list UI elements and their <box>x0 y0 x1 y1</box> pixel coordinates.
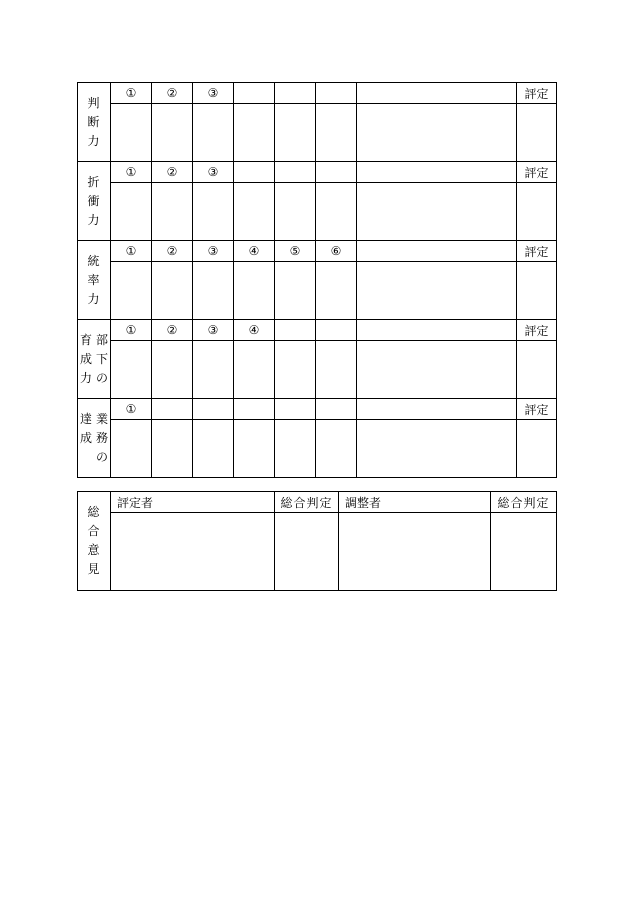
level-mark <box>275 320 316 341</box>
level-mark: ② <box>152 162 193 183</box>
hyotei-cell[interactable] <box>517 104 557 162</box>
level-mark <box>275 399 316 420</box>
adjuster-header: 調整者 <box>339 492 491 513</box>
level-mark: ③ <box>193 241 234 262</box>
comment-cell[interactable] <box>357 420 517 478</box>
level-mark: ③ <box>193 83 234 104</box>
level-mark <box>234 399 275 420</box>
adjuster-comment-cell[interactable] <box>339 513 491 591</box>
hyotei-header: 評定 <box>517 241 557 262</box>
level-mark <box>193 399 234 420</box>
comment-header-cell <box>357 241 517 262</box>
level-mark: ① <box>111 83 152 104</box>
evaluation-table <box>77 82 557 478</box>
hyotei-cell[interactable] <box>517 420 557 478</box>
level-mark: ② <box>152 83 193 104</box>
hyotei-header: 評定 <box>517 162 557 183</box>
category-label: 業 務 の 達 成 <box>78 399 111 478</box>
level-mark <box>316 162 357 183</box>
comment-header-cell <box>357 83 517 104</box>
comment-header-cell <box>357 162 517 183</box>
level-check-cell[interactable] <box>316 420 357 478</box>
comment-cell[interactable] <box>357 104 517 162</box>
level-check-cell[interactable] <box>316 262 357 320</box>
judgement-cell[interactable] <box>275 513 339 591</box>
level-check-cell[interactable] <box>316 341 357 399</box>
level-mark: ③ <box>193 162 234 183</box>
level-mark <box>234 83 275 104</box>
level-mark <box>152 399 193 420</box>
comment-cell[interactable] <box>357 183 517 241</box>
level-check-cell[interactable] <box>275 420 316 478</box>
level-check-cell[interactable] <box>234 104 275 162</box>
summary-label: 総 合 意 見 <box>78 492 111 591</box>
level-check-cell[interactable] <box>152 262 193 320</box>
level-mark <box>316 399 357 420</box>
evaluator-comment-cell[interactable] <box>111 513 275 591</box>
level-check-cell[interactable] <box>275 262 316 320</box>
hyotei-header: 評定 <box>517 83 557 104</box>
level-check-cell[interactable] <box>193 262 234 320</box>
category-label: 折 衝 力 <box>78 162 111 241</box>
comment-header-cell <box>357 320 517 341</box>
judgement-header-2: 総合判定 <box>491 492 557 513</box>
level-check-cell[interactable] <box>275 183 316 241</box>
level-check-cell[interactable] <box>111 104 152 162</box>
level-mark: ⑥ <box>316 241 357 262</box>
level-mark: ④ <box>234 241 275 262</box>
level-mark <box>234 162 275 183</box>
level-mark: ③ <box>193 320 234 341</box>
level-mark <box>316 320 357 341</box>
summary-table <box>77 491 557 591</box>
level-mark: ① <box>111 320 152 341</box>
hyotei-header: 評定 <box>517 320 557 341</box>
level-check-cell[interactable] <box>234 341 275 399</box>
level-check-cell[interactable] <box>152 420 193 478</box>
level-check-cell[interactable] <box>316 183 357 241</box>
level-check-cell[interactable] <box>111 341 152 399</box>
category-label: 統 率 力 <box>78 241 111 320</box>
level-check-cell[interactable] <box>234 262 275 320</box>
level-check-cell[interactable] <box>111 183 152 241</box>
hyotei-cell[interactable] <box>517 341 557 399</box>
level-check-cell[interactable] <box>193 420 234 478</box>
level-mark: ① <box>111 162 152 183</box>
level-check-cell[interactable] <box>193 183 234 241</box>
level-mark: ① <box>111 241 152 262</box>
judgement-cell-2[interactable] <box>491 513 557 591</box>
comment-header-cell <box>357 399 517 420</box>
level-check-cell[interactable] <box>275 104 316 162</box>
comment-cell[interactable] <box>357 341 517 399</box>
level-check-cell[interactable] <box>234 420 275 478</box>
category-label: 判 断 力 <box>78 83 111 162</box>
hyotei-header: 評定 <box>517 399 557 420</box>
level-check-cell[interactable] <box>152 104 193 162</box>
hyotei-cell[interactable] <box>517 183 557 241</box>
level-check-cell[interactable] <box>152 341 193 399</box>
level-check-cell[interactable] <box>275 341 316 399</box>
level-mark: ⑤ <box>275 241 316 262</box>
level-check-cell[interactable] <box>193 341 234 399</box>
category-label: 部 下 の 育 成 力 <box>78 320 111 399</box>
judgement-header: 総合判定 <box>275 492 339 513</box>
level-mark <box>316 83 357 104</box>
level-mark: ④ <box>234 320 275 341</box>
level-check-cell[interactable] <box>193 104 234 162</box>
level-mark: ② <box>152 320 193 341</box>
level-check-cell[interactable] <box>111 420 152 478</box>
level-check-cell[interactable] <box>234 183 275 241</box>
level-check-cell[interactable] <box>152 183 193 241</box>
evaluator-header: 評定者 <box>111 492 275 513</box>
level-mark: ① <box>111 399 152 420</box>
level-mark: ② <box>152 241 193 262</box>
hyotei-cell[interactable] <box>517 262 557 320</box>
level-check-cell[interactable] <box>316 104 357 162</box>
level-check-cell[interactable] <box>111 262 152 320</box>
level-mark <box>275 162 316 183</box>
comment-cell[interactable] <box>357 262 517 320</box>
level-mark <box>275 83 316 104</box>
